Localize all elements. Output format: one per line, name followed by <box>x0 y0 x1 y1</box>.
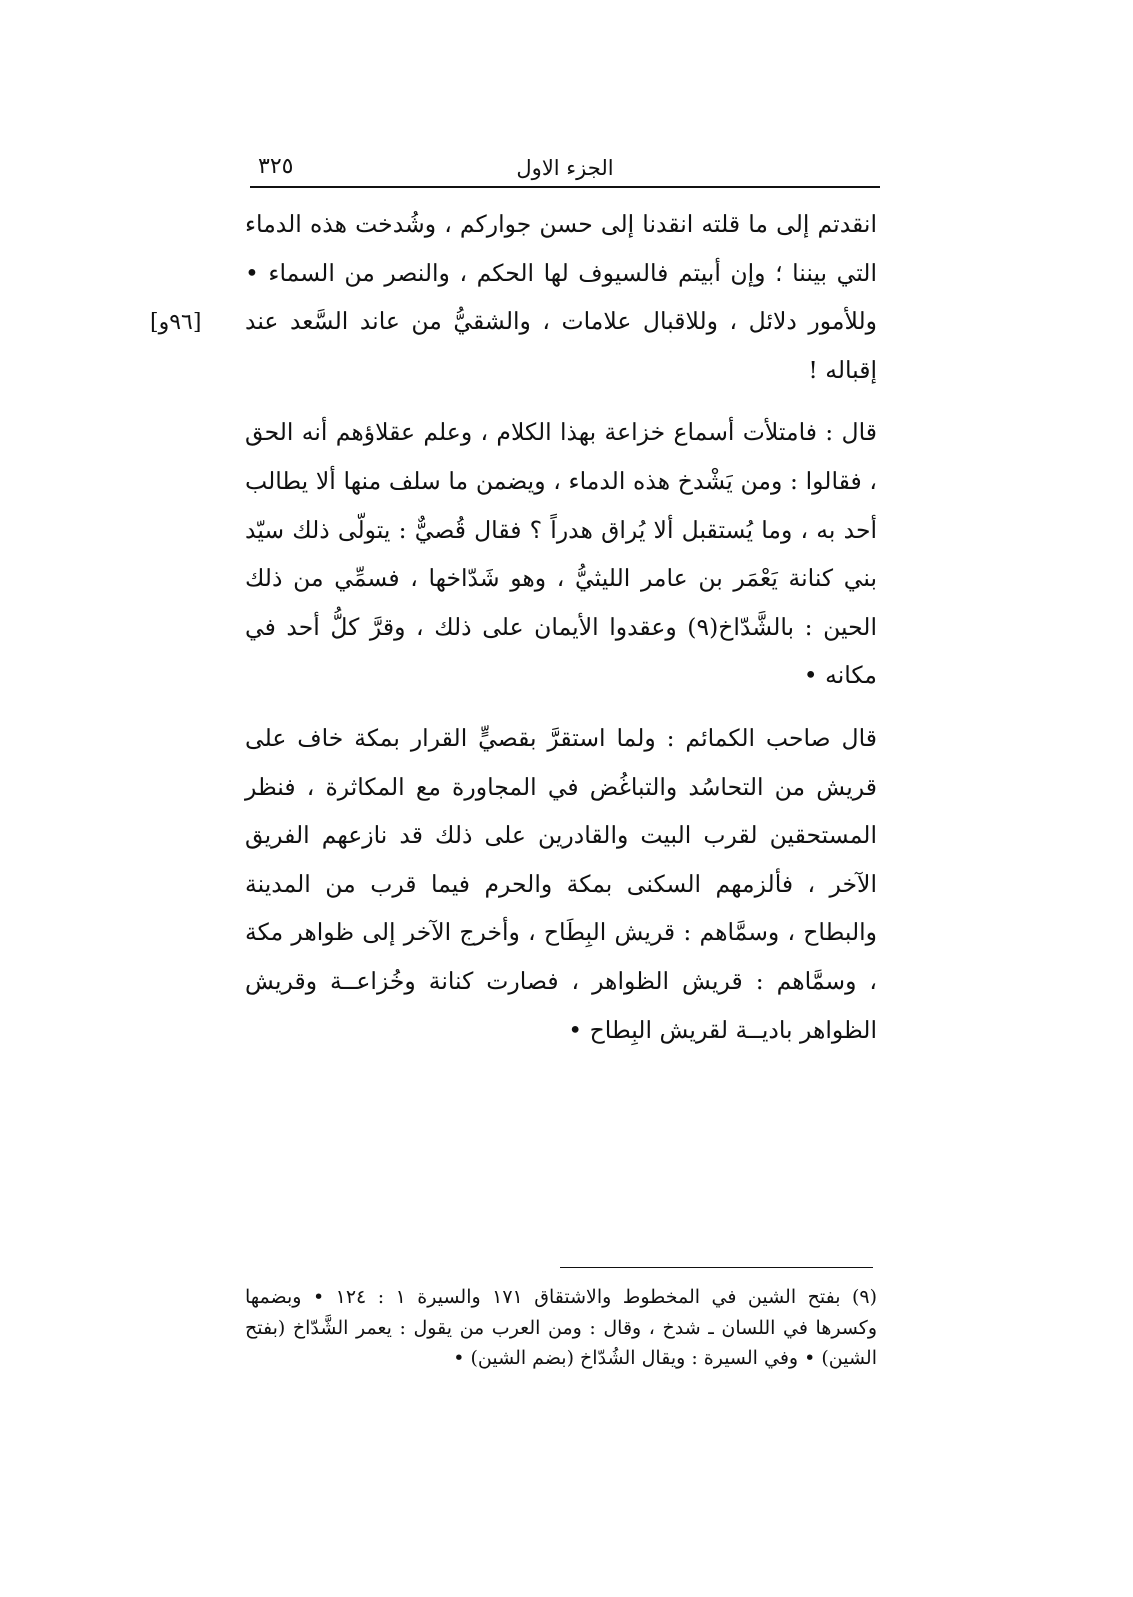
manuscript-folio-reference: [٩٦و] <box>150 310 202 335</box>
main-text <box>245 200 877 1054</box>
paragraph: انقدتم إلى ما قلته انقدنا إلى حسن جواركم ، وشُدخت هذه الدماء التي بيننا ؛ وإن أبيتم فالسيوف لها الحكم ، والنصر من السماء • وللأمور دلائل ، وللاقبال علامات ، والشقيُّ من عاند السَّعد عند إقباله ! <box>245 210 877 384</box>
footnote-divider <box>560 1267 873 1268</box>
paragraph: قال صاحب الكمائم : ولما استقرَّ بقصيٍّ القرار بمكة خاف على قريش من التحاسُد والتباغُض في المجاورة مع المكاثرة ، فنظر المستحقين لقرب البيت والقادرين على ذلك قد نازعهم الفريق الآخر ، فألزمهم السكنى بمكة والحرم فيما قرب من المدينة والبطاح ، وسمَّاهم : قريش البِطَاح ، وأخرج الآخر إلى ظواهر مكة ، وسمَّاهم : قريش الظواهر ، فصارت كنانة وخُزاعــة وقريش الظواهر باديــة لقريش البِطاح • <box>245 723 877 1044</box>
page-header <box>250 152 880 188</box>
page-number: ٣٢٥ <box>258 154 294 179</box>
footnotes <box>245 1282 877 1374</box>
running-title: الجزء الاول <box>516 156 614 180</box>
paragraph: قال : فامتلأت أسماع خزاعة بهذا الكلام ، وعلم عقلاؤهم أنه الحق ، فقالوا : ومن يَشْدخ هذه الدماء ، ويضمن ما سلف منها ألا يطالب أحد به ، وما يُستقبل ألا يُراق هدراً ؟ فقال قُصيٌّ : يتولّى ذلك سيّد بني كنانة يَعْمَر بن عامر الليثيُّ ، وهو شَدّاخها ، فسمِّي من ذلك الحين : بالشَّدّاخ(٩) وعقدوا الأيمان على ذلك ، وقرَّ كلُّ أحد في مكانه • <box>245 418 877 690</box>
footnote: (٩) بفتح الشين في المخطوط والاشتقاق ١٧١ والسيرة ١ : ١٢٤ • وبضمها وكسرها في اللسان ـ شدخ ، وقال : ومن العرب من يقول : يعمر الشَّدّاخ (بفتح الشين) • وفي السيرة : ويقال الشُدّاخ (بضم الشين) • <box>245 1286 878 1369</box>
